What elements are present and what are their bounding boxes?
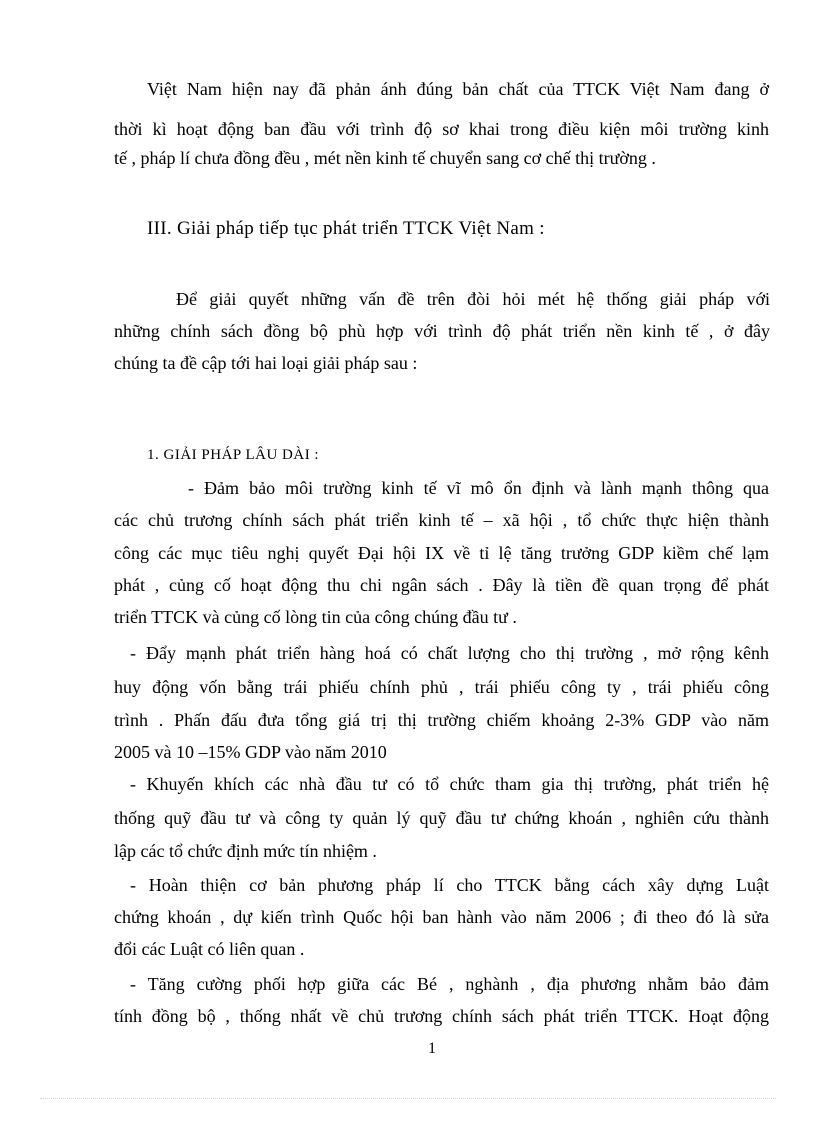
- intro-line-1: Việt Nam hiện nay đã phản ánh đúng bản chất của TTCK Việt Nam đang ở: [147, 79, 769, 99]
- page-bottom-rule: [40, 1098, 776, 1099]
- bullet-4-line-3: đổi các Luật có liên quan .: [114, 939, 305, 959]
- bullet-1-line-4: phát , củng cố hoạt động thu chi ngân sách . Đây là tiền đề quan trọng để phát: [114, 575, 769, 595]
- bullet-2-line-1: - Đẩy mạnh phát triển hàng hoá có chất lượng cho thị trường , mở rộng kênh: [130, 643, 769, 663]
- bullet-4-line-2: chứng khoán , dự kiến trình Quốc hội ban hành vào năm 2006 ; đi theo đó là sửa: [114, 907, 769, 927]
- bullet-1-line-2: các chủ trương chính sách phát triển kinh tế – xã hội , tổ chức thực hiện thành: [114, 510, 769, 530]
- bullet-2-line-2: huy động vốn bằng trái phiếu chính phủ , trái phiếu công ty , trái phiếu công: [114, 677, 769, 697]
- section-intro-line-2: những chính sách đồng bộ phù hợp với trình độ phát triển nền kinh tế , ở đây: [114, 321, 770, 341]
- bullet-1-line-3: công các mục tiêu nghị quyết Đại hội IX về tỉ lệ tăng trưởng GDP kiềm chế lạm: [114, 543, 769, 563]
- intro-line-3: tế , pháp lí chưa đồng đều , mét nền kinh tế chuyển sang cơ chế thị trường .: [114, 148, 656, 168]
- bullet-1-line-5: triển TTCK và củng cố lòng tin của công chúng đầu tư .: [114, 607, 517, 627]
- bullet-2-line-4: 2005 và 10 –15% GDP vào năm 2010: [114, 742, 387, 762]
- bullet-3-line-1: - Khuyến khích các nhà đầu tư có tổ chức tham gia thị trường, phát triển hệ: [130, 774, 769, 794]
- page-number: 1: [428, 1040, 436, 1057]
- bullet-5-line-1: - Tăng cường phối hợp giữa các Bé , nghành , địa phương nhằm bảo đảm: [130, 974, 769, 994]
- bullet-1-line-1: - Đảm bảo môi trường kinh tế vĩ mô ổn định và lành mạnh thông qua: [188, 478, 769, 498]
- bullet-3-line-3: lập các tổ chức định mức tín nhiệm .: [114, 841, 377, 861]
- section-heading: III. Giải pháp tiếp tục phát triển TTCK Việt Nam :: [147, 218, 545, 239]
- subsection-title: 1. GIẢI PHÁP LÂU DÀI :: [147, 447, 320, 463]
- section-intro-line-3: chúng ta đề cập tới hai loại giải pháp sau :: [114, 353, 418, 373]
- section-intro-line-1: Để giải quyết những vấn đề trên đòi hỏi mét hệ thống giải pháp với: [176, 289, 770, 309]
- bullet-4-line-1: - Hoàn thiện cơ bản phương pháp lí cho TTCK bằng cách xây dựng Luật: [130, 875, 769, 895]
- bullet-5-line-2: tính đồng bộ , thống nhất về chủ trương chính sách phát triển TTCK. Hoạt động: [114, 1006, 769, 1026]
- bullet-2-line-3: trình . Phấn đấu đưa tổng giá trị thị trường chiếm khoảng 2-3% GDP vào năm: [114, 710, 769, 730]
- bullet-3-line-2: thống quỹ đầu tư và công ty quản lý quỹ đầu tư chứng khoán , nghiên cứu thành: [114, 808, 769, 828]
- intro-line-2: thời kì hoạt động ban đầu với trình độ sơ khai trong điều kiện môi trường kinh: [114, 119, 769, 139]
